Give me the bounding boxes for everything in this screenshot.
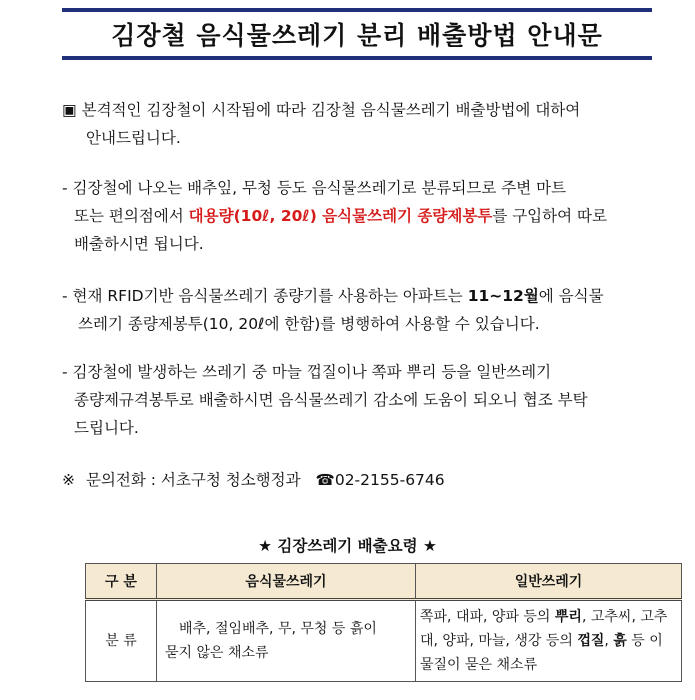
table-row — [86, 600, 682, 682]
item-2-paragraph — [62, 282, 672, 338]
note-mark: ※ — [62, 471, 75, 489]
phone-number: ☎02-2155-6746 — [315, 471, 445, 489]
highlight-months: 11~12월 — [467, 287, 539, 305]
header-food-waste: 음식물쓰레기 — [157, 564, 416, 600]
intro-line-2: 안내드립니다. — [86, 129, 181, 147]
item-1-line-1: - 김장철에 나오는 배추잎, 무청 등도 음식물쓰레기로 분류되므로 주변 마트 — [62, 179, 567, 197]
table-title: ★ 김장쓰레기 배출요령 ★ — [258, 537, 437, 555]
contact-line — [62, 468, 445, 490]
item-3-line-1: - 김장철에 발생하는 쓰레기 중 마늘 껍질이나 쪽파 뿌리 등을 일반쓰레기 — [62, 363, 552, 381]
title-banner — [62, 8, 652, 60]
item-3-paragraph — [62, 358, 672, 442]
contact-text: 문의전화 : 서초구청 청소행정과 — [85, 471, 301, 489]
header-category: 구 분 — [86, 564, 157, 600]
item-1-paragraph — [62, 174, 672, 258]
page-title: 김장철 음식물쓰레기 분리 배출방법 안내문 — [111, 21, 603, 50]
general-waste-cell: 쪽파, 대파, 양파 등의 뿌리, 고추씨, 고추대, 양파, 마늘, 생강 등의 껍질, 흙 등 이물질이 묻은 채소류 — [416, 600, 682, 682]
header-general-waste: 일반쓰레기 — [416, 564, 682, 600]
item-1-line-2: 또는 편의점에서 대용량(10ℓ, 20ℓ) 음식물쓰레기 종량제봉투를 구입하여 따로 — [74, 207, 607, 225]
item-1-line-3: 배출하시면 됩니다. — [74, 235, 204, 253]
item-2-line-2: 쓰레기 종량제봉투(10, 20ℓ에 한함)를 병행하여 사용할 수 있습니다. — [78, 315, 540, 333]
item-2-line-1: - 현재 RFID기반 음식물쓰레기 종량기를 사용하는 아파트는 11~12월에 음식물 — [62, 287, 604, 305]
item-3-line-3: 드립니다. — [74, 419, 139, 437]
food-waste-cell: 배추, 절임배추, 무, 무청 등 흙이 묻지 않은 채소류 — [157, 600, 416, 682]
intro-paragraph — [62, 96, 672, 152]
highlight-bag-size: 대용량(10ℓ, 20ℓ) 음식물쓰레기 종량제봉투 — [188, 207, 493, 225]
row-category: 분 류 — [86, 600, 157, 682]
bullet-square-icon: ▣ — [62, 101, 77, 119]
item-3-line-2: 종량제규격봉투로 배출하시면 음식물쓰레기 감소에 도움이 되오니 협조 부탁 — [74, 391, 588, 409]
table-header-row — [86, 564, 682, 600]
disposal-table — [85, 563, 682, 682]
intro-line-1: ▣ 본격적인 김장철이 시작됨에 따라 김장철 음식물쓰레기 배출방법에 대하여 — [62, 101, 581, 119]
